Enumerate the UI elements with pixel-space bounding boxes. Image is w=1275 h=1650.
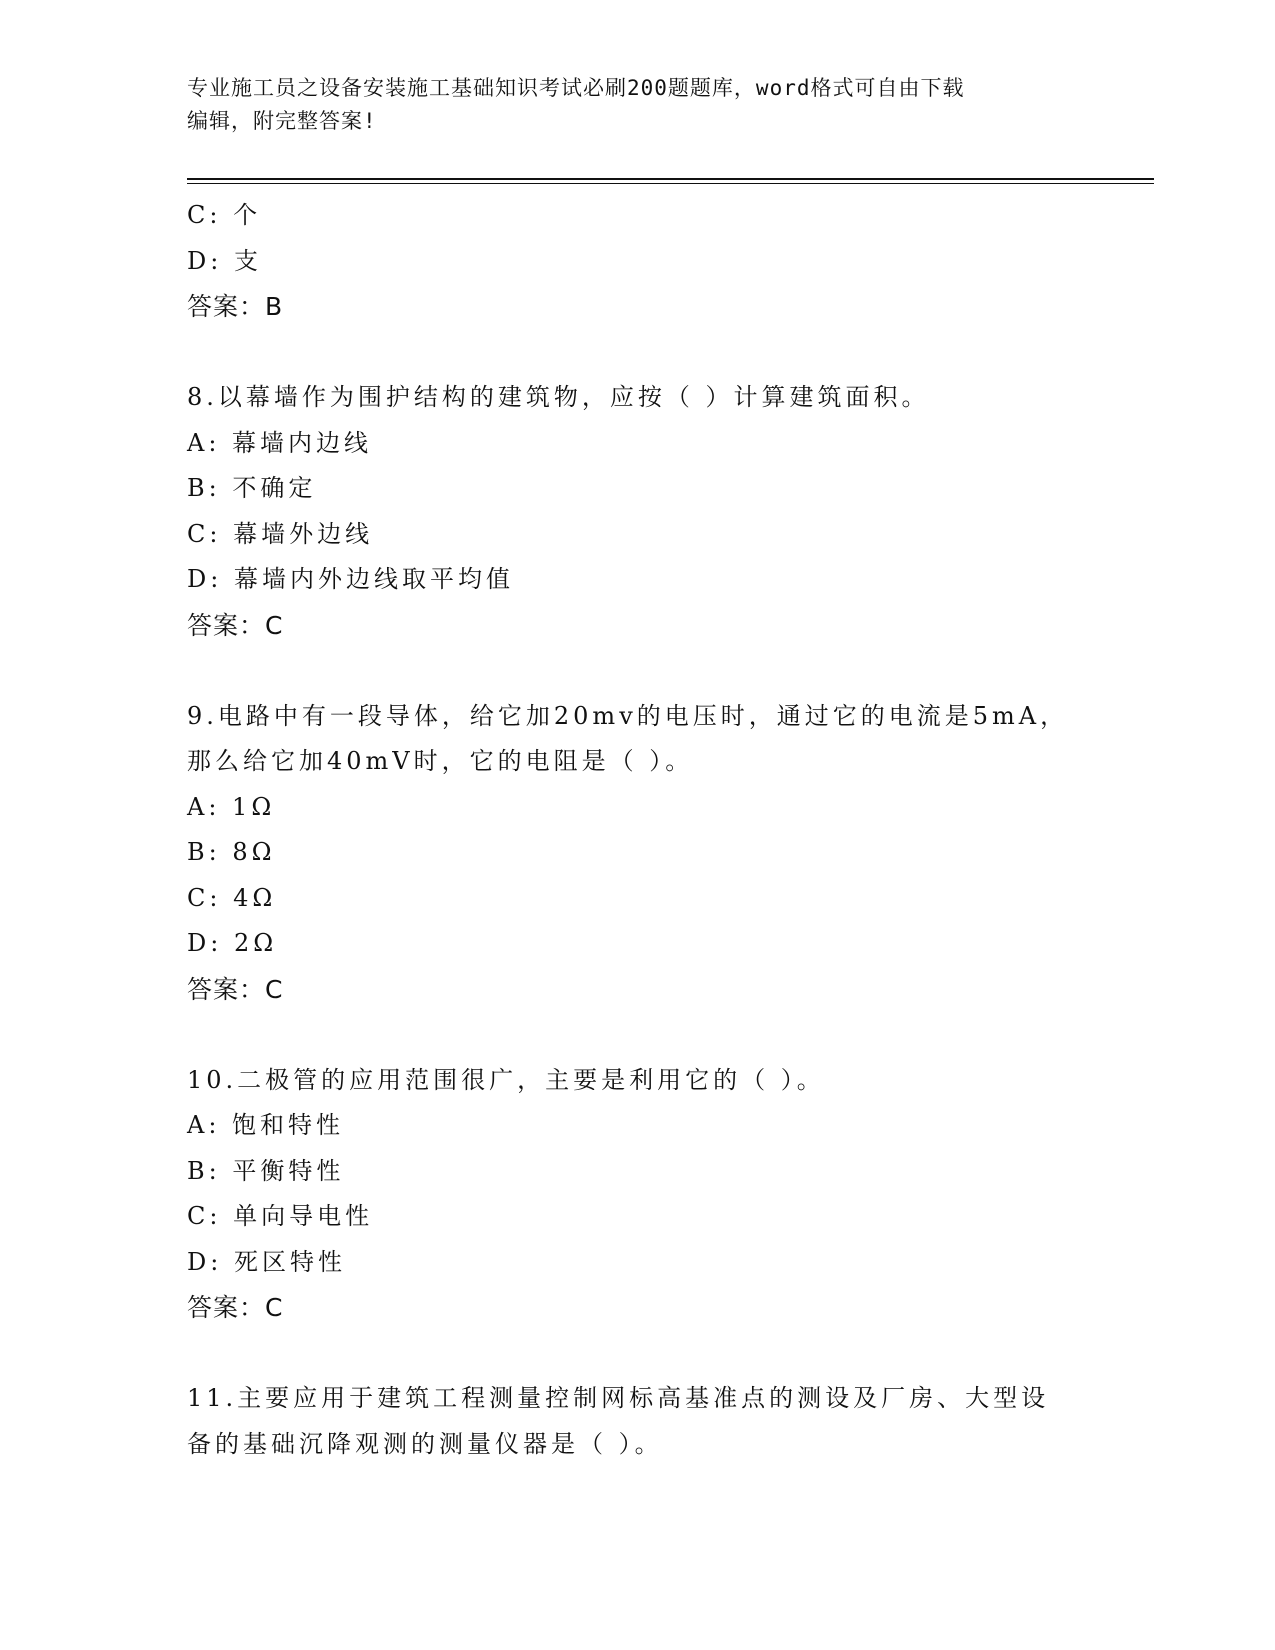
question-text: 10.二极管的应用范围很广，主要是利用它的（ ）。 [187,1065,825,1094]
option-a: A: 幕墙内边线 [187,428,373,457]
header-line-2: 编辑，附完整答案! [187,109,377,133]
option-d: D: 死区特性 [187,1247,346,1276]
answer: 答案：C [187,1293,284,1322]
header-line-1: 专业施工员之设备安装施工基础知识考试必刷200题题库，word格式可自由下载 [187,76,965,100]
question-text: 11.主要应用于建筑工程测量控制网标高基准点的测设及厂房、大型设 [187,1384,1050,1412]
option-c: C: 单向导电性 [187,1202,374,1230]
question-7-tail [187,193,1087,330]
option-d: D: 2Ω [187,929,278,957]
answer: 答案：C [187,974,284,1004]
option-d: D: 幕墙内外边线取平均值 [187,565,514,593]
question-10 [187,1058,1087,1331]
page-header [187,72,1087,138]
option-d: D: 支 [187,246,262,275]
question-11 [187,1376,1087,1467]
question-list [187,193,1087,1467]
question-text-continued: 那么给它加40mV时，它的电阻是（ ）。 [187,747,694,775]
header-divider-thin [187,183,1154,184]
option-b: B: 8Ω [187,838,276,866]
header-divider-thick [187,178,1154,180]
option-b: B: 平衡特性 [187,1156,345,1185]
option-c: C: 幕墙外边线 [187,519,374,548]
option-a: A: 饱和特性 [187,1111,345,1139]
question-9 [187,694,1087,1013]
option-b: B: 不确定 [187,474,317,502]
question-text-continued: 备的基础沉降观测的测量仪器是（ ）。 [187,1429,663,1458]
option-c: C: 4Ω [187,883,277,912]
answer: 答案：C [187,610,284,640]
option-a: A: 1Ω [187,792,276,821]
question-text: 8.以幕墙作为围护结构的建筑物，应按（ ）计算建筑面积。 [187,383,930,411]
answer: 答案：B [187,292,284,321]
question-8 [187,375,1087,648]
option-c: C: 个 [187,201,262,229]
question-text: 9.电路中有一段导体，给它加20mv的电压时，通过它的电流是5mA， [187,701,1069,730]
